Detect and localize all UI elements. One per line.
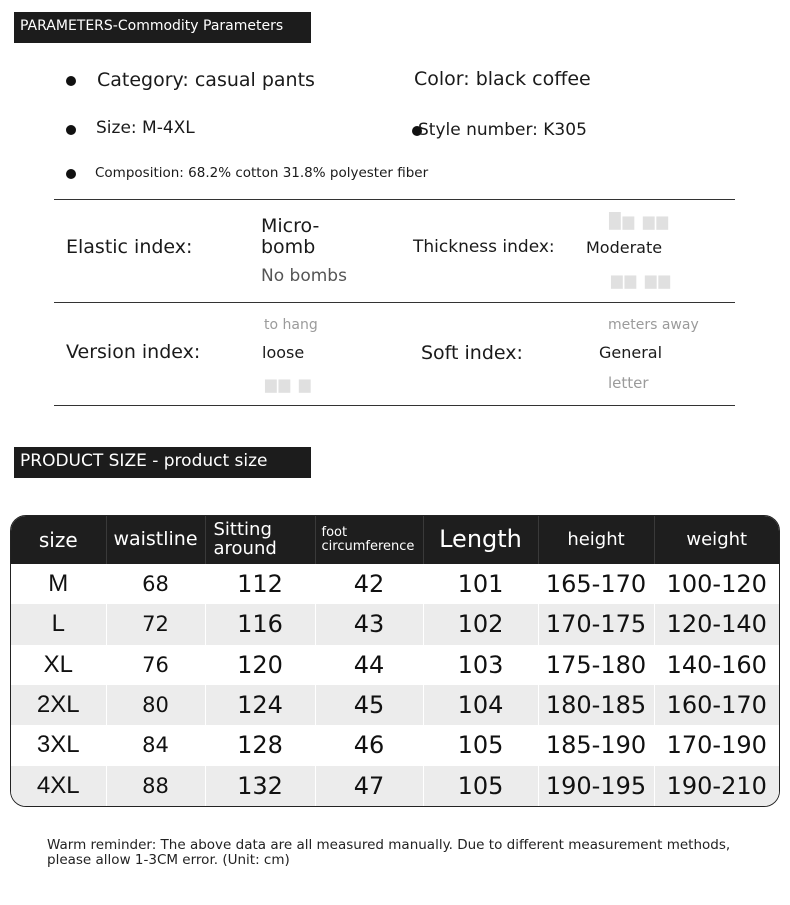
warm-reminder-text: Warm reminder: The above data are all measured manually. Due to different measurement methods, please allow 1-3CM error. (Unit: cm) [47, 837, 731, 868]
header-waistline: waistline [106, 516, 205, 564]
cell-weight: 100-120 [666, 570, 767, 599]
header-height: height [538, 516, 654, 564]
cell-length: 102 [423, 604, 538, 644]
cell-height: 175-180 [538, 645, 654, 685]
bullet-icon [66, 169, 76, 179]
size-table [10, 515, 780, 807]
table-header-row [11, 516, 779, 564]
cell-waistline: 76 [106, 645, 205, 685]
cell-size: 2XL [11, 685, 106, 725]
cell-length: 105 [423, 725, 538, 765]
table-row [11, 685, 779, 725]
cell-foot-circumference: 46 [315, 725, 423, 765]
thickness-selected-value: Moderate [586, 238, 663, 257]
cell-waistline: 80 [106, 685, 205, 725]
product-size-banner: PRODUCT SIZE - product size [14, 447, 311, 478]
ghost-text: ▆▆ ▆▆ [611, 271, 672, 289]
cell-height: 180-185 [538, 685, 654, 725]
elastic-index-label: Elastic index: [66, 236, 193, 258]
cell-weight: 120-140 [654, 604, 779, 644]
bullet-icon [66, 125, 76, 135]
soft-index-label: Soft index: [421, 342, 523, 364]
cell-waistline: 88 [106, 766, 205, 806]
soft-below-value: letter [608, 374, 649, 392]
header-sitting-around: Sitting around [205, 516, 315, 564]
cell-waistline: 72 [106, 604, 205, 644]
table-row [11, 604, 779, 644]
cell-foot-circumference: 42 [315, 564, 423, 604]
cell-waistline: 84 [106, 725, 205, 765]
cell-foot-circumference: 44 [315, 645, 423, 685]
table-row [11, 645, 779, 685]
cell-size: 4XL [11, 766, 106, 806]
cell-height: 165-170 [538, 564, 654, 604]
cell-weight: 170-190 [666, 731, 767, 760]
cell-height: 190-195 [538, 766, 654, 806]
header-foot-circumference: foot circumference [315, 516, 423, 564]
cell-foot-circumference: 45 [315, 685, 423, 725]
cell-height: 170-175 [538, 604, 654, 644]
cell-foot-circumference: 43 [315, 604, 423, 644]
cell-height: 185-190 [538, 725, 654, 765]
version-selected-value: loose [262, 343, 305, 362]
divider [54, 199, 735, 200]
color-text: Color: black coffee [414, 68, 591, 90]
cell-length: 103 [423, 645, 538, 685]
cell-sitting-around: 116 [205, 604, 315, 644]
cell-size: L [11, 604, 106, 644]
cell-sitting-around: 120 [205, 645, 315, 685]
cell-length: 105 [423, 766, 538, 806]
style-number-text: Style number: K305 [418, 120, 587, 140]
cell-sitting-around: 128 [205, 725, 315, 765]
ghost-text: ▆▆ ▆ [265, 375, 313, 393]
version-above-value: to hang [264, 317, 318, 333]
cell-sitting-around: 112 [205, 564, 315, 604]
cell-weight: 190-210 [654, 766, 779, 806]
soft-above-value: meters away [608, 317, 699, 333]
table-row [11, 564, 779, 604]
category-text: Category: casual pants [97, 69, 315, 91]
ghost-text: █▆ ▆▆ [609, 212, 670, 230]
cell-waistline: 68 [106, 564, 205, 604]
cell-foot-circumference: 47 [315, 766, 423, 806]
bullet-icon [66, 76, 76, 86]
cell-sitting-around: 124 [205, 685, 315, 725]
header-size: size [11, 516, 106, 564]
header-length: Length [423, 516, 538, 564]
cell-sitting-around: 132 [205, 766, 315, 806]
composition-text: Composition: 68.2% cotton 31.8% polyester fiber [95, 165, 429, 181]
table-row [11, 766, 779, 806]
cell-length: 104 [423, 685, 538, 725]
cell-weight: 160-170 [654, 685, 779, 725]
soft-selected-value: General [599, 343, 663, 362]
divider [54, 405, 735, 406]
elastic-selected-value: Micro- bomb [261, 215, 320, 258]
cell-length: 101 [423, 564, 538, 604]
thickness-index-label: Thickness index: [413, 237, 555, 257]
header-weight: weight [654, 516, 779, 564]
divider [54, 302, 735, 303]
table-row [11, 725, 779, 765]
cell-size: 3XL [11, 725, 106, 765]
elastic-other-value: No bombs [261, 266, 347, 286]
parameters-banner: PARAMETERS-Commodity Parameters [14, 12, 311, 43]
size-range-text: Size: M-4XL [96, 118, 195, 138]
cell-weight: 140-160 [666, 650, 767, 679]
cell-size: XL [11, 645, 106, 685]
cell-size: M [11, 564, 106, 604]
version-index-label: Version index: [66, 341, 201, 363]
